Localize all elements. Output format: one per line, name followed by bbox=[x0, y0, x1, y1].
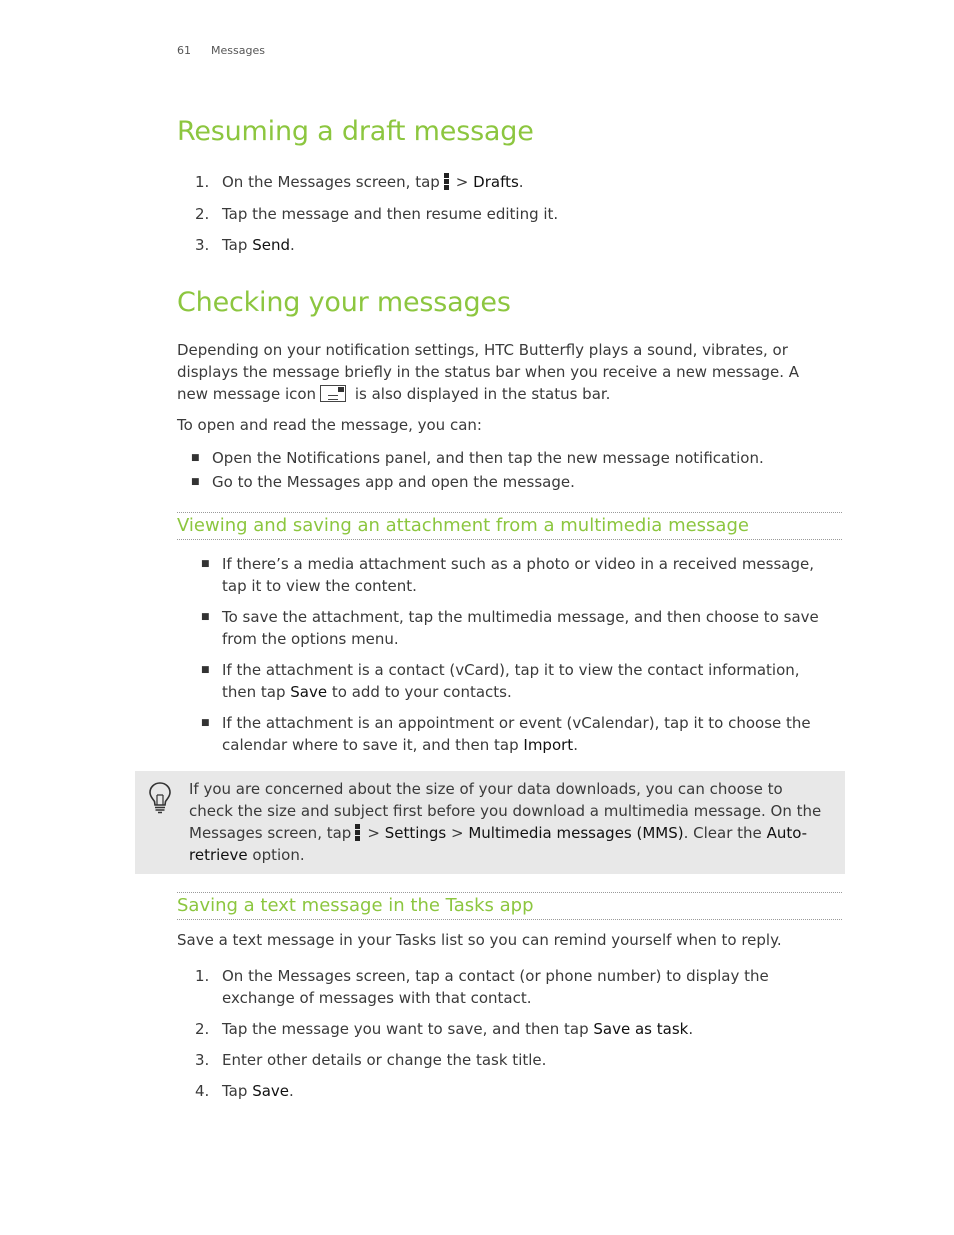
header-section: Messages bbox=[211, 44, 265, 57]
text-line: To save the attachment, tap the multimedia message, and then choose to save bbox=[222, 608, 819, 626]
step-text: On the Messages screen, tap bbox=[222, 173, 440, 191]
list-item bbox=[222, 659, 800, 703]
text-line: On the Messages screen, tap a contact (or phone number) to display the bbox=[222, 967, 769, 985]
step-2: Tap the message and then resume editing it. bbox=[222, 205, 559, 223]
separator: > bbox=[455, 173, 469, 191]
ui-term-mms: Multimedia messages (MMS) bbox=[468, 824, 684, 842]
list-item bbox=[222, 712, 811, 756]
ui-term-save: Save bbox=[252, 1082, 290, 1100]
text-span: Messages screen, tap bbox=[189, 824, 352, 842]
step-number: 3. bbox=[195, 236, 210, 254]
text-line: If you are concerned about the size of your data downloads, you can choose to bbox=[189, 780, 783, 798]
ui-term-import: Import bbox=[523, 736, 574, 754]
step-text: Tap bbox=[222, 1082, 248, 1100]
ui-term-save-as-task: Save as task bbox=[593, 1020, 689, 1038]
ui-term-auto-retrieve: retrieve bbox=[189, 846, 248, 864]
step-text: Tap bbox=[222, 236, 248, 254]
bullet-icon: ■ bbox=[201, 559, 210, 569]
step-text: Tap the message you want to save, and then tap bbox=[222, 1020, 589, 1038]
lightbulb-icon bbox=[148, 781, 172, 815]
text-line: If there’s a media attachment such as a photo or video in a received message, bbox=[222, 555, 815, 573]
bullet-icon: ■ bbox=[201, 718, 210, 728]
step-number: 2. bbox=[195, 205, 210, 223]
text-line bbox=[177, 383, 827, 405]
text-line bbox=[189, 822, 839, 844]
step-1 bbox=[222, 965, 769, 1009]
step-number: 1. bbox=[195, 173, 210, 191]
new-message-icon bbox=[320, 385, 346, 402]
text-span: to add to your contacts. bbox=[331, 683, 512, 701]
paragraph-notification bbox=[177, 339, 827, 405]
step-4 bbox=[222, 1080, 294, 1102]
heading-resuming-draft: Resuming a draft message bbox=[177, 116, 534, 147]
text-span: is also displayed in the status bar. bbox=[354, 385, 611, 403]
step-1 bbox=[222, 171, 524, 193]
bullet-icon: ■ bbox=[201, 612, 210, 622]
separator: > bbox=[367, 824, 380, 842]
text-line bbox=[189, 844, 839, 866]
ui-term-drafts: Drafts bbox=[473, 173, 519, 191]
list-item bbox=[222, 606, 819, 650]
list-item: Open the Notifications panel, and then tap the new message notification. bbox=[212, 449, 764, 467]
ui-term-settings: Settings bbox=[384, 824, 447, 842]
text-line: displays the message briefly in the status bar when you receive a new message. A bbox=[177, 363, 800, 381]
ui-term-send: Send bbox=[252, 236, 290, 254]
bullet-icon: ■ bbox=[191, 477, 200, 487]
menu-dots-icon bbox=[444, 173, 450, 190]
step-text: . bbox=[518, 173, 524, 191]
step-2 bbox=[222, 1018, 693, 1040]
heading-checking-messages: Checking your messages bbox=[177, 287, 511, 318]
step-number: 4. bbox=[195, 1082, 210, 1100]
page-number: 61 bbox=[177, 44, 191, 57]
text-line: Depending on your notification settings, HTC Butterfly plays a sound, vibrates, or bbox=[177, 341, 788, 359]
heading-saving-text-tasks: Saving a text message in the Tasks app bbox=[177, 895, 534, 916]
menu-dots-icon bbox=[355, 824, 361, 841]
paragraph-open-read: To open and read the message, you can: bbox=[177, 416, 482, 434]
text-span: calendar where to save it, and then tap bbox=[222, 736, 519, 754]
separator: > bbox=[451, 824, 464, 842]
text-span: option. bbox=[252, 846, 305, 864]
text-span: . Clear the bbox=[683, 824, 762, 842]
divider bbox=[177, 539, 842, 540]
step-number: 3. bbox=[195, 1051, 210, 1069]
bullet-icon: ■ bbox=[191, 453, 200, 463]
text-line bbox=[222, 681, 800, 703]
divider bbox=[177, 919, 842, 920]
text-line: If the attachment is a contact (vCard), tap it to view the contact information, bbox=[222, 661, 800, 679]
running-header bbox=[177, 44, 265, 57]
text-line: exchange of messages with that contact. bbox=[222, 989, 532, 1007]
step-text: . bbox=[289, 236, 295, 254]
divider bbox=[177, 892, 842, 893]
paragraph-tasks-intro: Save a text message in your Tasks list so you can remind yourself when to reply. bbox=[177, 931, 782, 949]
text-line: from the options menu. bbox=[222, 630, 399, 648]
tip-text bbox=[189, 778, 839, 866]
list-item: Go to the Messages app and open the message. bbox=[212, 473, 575, 491]
text-span: . bbox=[573, 736, 578, 754]
text-span: then tap bbox=[222, 683, 286, 701]
text-line: check the size and subject first before you download a multimedia message. On the bbox=[189, 802, 822, 820]
step-number: 1. bbox=[195, 967, 210, 985]
divider bbox=[177, 512, 842, 513]
ui-term-auto-retrieve: Auto- bbox=[766, 824, 808, 842]
step-number: 2. bbox=[195, 1020, 210, 1038]
bullet-icon: ■ bbox=[201, 665, 210, 675]
text-line: tap it to view the content. bbox=[222, 577, 417, 595]
text-line bbox=[222, 734, 811, 756]
ui-term-save: Save bbox=[290, 683, 328, 701]
step-text: . bbox=[688, 1020, 694, 1038]
heading-viewing-attachment: Viewing and saving an attachment from a multimedia message bbox=[177, 515, 749, 536]
text-span: new message icon bbox=[177, 385, 317, 403]
list-item bbox=[222, 553, 814, 597]
step-text: . bbox=[289, 1082, 294, 1100]
step-3 bbox=[222, 234, 295, 256]
text-line: If the attachment is an appointment or event (vCalendar), tap it to choose the bbox=[222, 714, 811, 732]
step-3: Enter other details or change the task title. bbox=[222, 1051, 547, 1069]
